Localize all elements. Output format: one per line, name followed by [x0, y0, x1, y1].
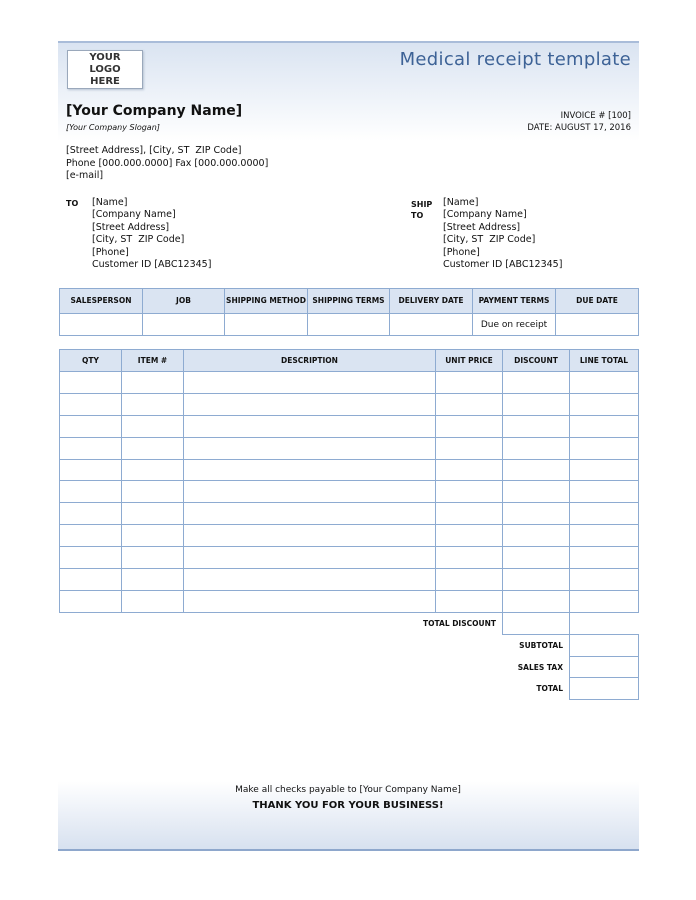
col-shipping-terms: SHIPPING TERMS	[308, 289, 390, 314]
item-number-cell[interactable]	[122, 481, 184, 503]
sales-tax-cell[interactable]	[570, 656, 639, 678]
line-total-cell[interactable]	[570, 372, 639, 394]
qty-cell[interactable]	[60, 525, 122, 547]
bottom-border	[58, 849, 639, 851]
unit-price-cell[interactable]	[436, 372, 503, 394]
unit-price-cell[interactable]	[436, 525, 503, 547]
invoice-number: INVOICE # [100]	[560, 111, 631, 121]
discount-cell[interactable]	[503, 503, 570, 525]
phone-fax-line: Phone [000.000.0000] Fax [000.000.0000]	[66, 157, 269, 169]
item-number-cell[interactable]	[122, 569, 184, 591]
email-line: [e-mail]	[66, 170, 104, 181]
to-line: [Street Address]	[92, 221, 170, 233]
qty-cell[interactable]	[60, 393, 122, 415]
shipping-method-cell[interactable]	[225, 314, 308, 336]
col-description: DESCRIPTION	[184, 350, 436, 372]
to-label: TO	[66, 199, 79, 208]
item-number-cell[interactable]	[122, 437, 184, 459]
to-line: [City, ST ZIP Code]	[92, 234, 185, 246]
line-total-cell[interactable]	[570, 437, 639, 459]
discount-cell[interactable]	[503, 437, 570, 459]
col-qty: QTY	[60, 350, 122, 372]
table-row	[60, 590, 639, 612]
line-total-cell[interactable]	[570, 503, 639, 525]
col-due-date: DUE DATE	[556, 289, 639, 314]
total-row	[60, 678, 639, 700]
table-row	[60, 547, 639, 569]
ship-line: [Street Address]	[443, 221, 521, 233]
qty-cell[interactable]	[60, 547, 122, 569]
total-discount-label: TOTAL DISCOUNT	[422, 618, 496, 628]
to-address-block	[92, 197, 211, 271]
logo-text: YOUR LOGO HERE	[89, 51, 121, 87]
discount-cell[interactable]	[503, 459, 570, 481]
description-cell[interactable]	[184, 569, 436, 591]
address-line: [Street Address], [City, ST ZIP Code]	[66, 145, 242, 156]
unit-price-cell[interactable]	[436, 590, 503, 612]
description-cell[interactable]	[184, 481, 436, 503]
line-total-cell[interactable]	[570, 569, 639, 591]
order-data-row	[60, 314, 639, 336]
qty-cell[interactable]	[60, 590, 122, 612]
description-cell[interactable]	[184, 459, 436, 481]
table-row	[60, 459, 639, 481]
line-total-cell[interactable]	[570, 415, 639, 437]
unit-price-cell[interactable]	[436, 459, 503, 481]
to-line: Customer ID [ABC12345]	[92, 259, 212, 271]
to-line: [Name]	[92, 197, 128, 208]
line-total-cell[interactable]	[570, 525, 639, 547]
qty-cell[interactable]	[60, 437, 122, 459]
order-info-table	[59, 288, 639, 336]
company-name: [Your Company Name]	[66, 103, 243, 119]
order-header-row	[60, 289, 639, 314]
col-salesperson: SALESPERSON	[60, 289, 143, 314]
description-cell[interactable]	[184, 437, 436, 459]
due-date-cell[interactable]	[556, 314, 639, 336]
company-slogan: [Your Company Slogan]	[66, 123, 160, 132]
ship-line: [Name]	[443, 197, 479, 208]
discount-cell[interactable]	[503, 372, 570, 394]
col-line-total: LINE TOTAL	[570, 350, 639, 372]
qty-cell[interactable]	[60, 503, 122, 525]
unit-price-cell[interactable]	[436, 481, 503, 503]
table-row	[60, 503, 639, 525]
description-cell[interactable]	[184, 415, 436, 437]
items-header-row	[60, 350, 639, 372]
sales-tax-label: SALES TAX	[517, 662, 563, 672]
ship-to-address-block	[443, 197, 562, 271]
discount-cell[interactable]	[503, 481, 570, 503]
checks-payable-note: Make all checks payable to [Your Company Name]	[235, 785, 461, 795]
unit-price-cell[interactable]	[436, 569, 503, 591]
to-line: [Company Name]	[92, 209, 176, 221]
salesperson-cell[interactable]	[60, 314, 143, 336]
description-cell[interactable]	[184, 525, 436, 547]
qty-cell[interactable]	[60, 569, 122, 591]
col-shipping-method: SHIPPING METHOD	[225, 289, 308, 314]
qty-cell[interactable]	[60, 481, 122, 503]
description-cell[interactable]	[184, 393, 436, 415]
table-row	[60, 569, 639, 591]
company-address	[66, 145, 268, 183]
item-number-cell[interactable]	[122, 590, 184, 612]
discount-cell[interactable]	[503, 547, 570, 569]
job-cell[interactable]	[143, 314, 225, 336]
qty-cell[interactable]	[60, 459, 122, 481]
document-title: Medical receipt template	[399, 49, 631, 70]
col-item-number: ITEM #	[122, 350, 184, 372]
unit-price-cell[interactable]	[436, 415, 503, 437]
col-unit-price: UNIT PRICE	[436, 350, 503, 372]
payment-terms-cell[interactable]: Due on receipt	[473, 314, 556, 336]
table-row	[60, 437, 639, 459]
top-border	[58, 41, 639, 43]
qty-cell[interactable]	[60, 415, 122, 437]
ship-to-label	[411, 199, 432, 221]
ship-label-line: SHIP	[411, 200, 433, 209]
table-row	[60, 372, 639, 394]
discount-cell[interactable]	[503, 393, 570, 415]
table-row	[60, 393, 639, 415]
line-total-cell[interactable]	[570, 459, 639, 481]
description-cell[interactable]	[184, 590, 436, 612]
ship-label-line: TO	[411, 211, 424, 220]
subtotal-cell[interactable]	[570, 634, 639, 656]
thank-you-message: THANK YOU FOR YOUR BUSINESS!	[252, 800, 444, 811]
line-total-cell[interactable]	[570, 547, 639, 569]
qty-cell[interactable]	[60, 372, 122, 394]
invoice-date: DATE: AUGUST 17, 2016	[527, 123, 631, 133]
table-row	[60, 481, 639, 503]
item-number-cell[interactable]	[122, 393, 184, 415]
discount-cell[interactable]	[503, 590, 570, 612]
col-payment-terms: PAYMENT TERMS	[473, 289, 556, 314]
item-number-cell[interactable]	[122, 459, 184, 481]
discount-cell[interactable]	[503, 569, 570, 591]
table-row	[60, 415, 639, 437]
ship-line: [City, ST ZIP Code]	[443, 234, 536, 246]
unit-price-cell[interactable]	[436, 393, 503, 415]
item-number-cell[interactable]	[122, 372, 184, 394]
unit-price-cell[interactable]	[436, 547, 503, 569]
discount-cell[interactable]	[503, 415, 570, 437]
item-number-cell[interactable]	[122, 415, 184, 437]
delivery-date-cell[interactable]	[390, 314, 473, 336]
line-items-table	[59, 349, 639, 700]
shipping-terms-cell[interactable]	[308, 314, 390, 336]
description-cell[interactable]	[184, 372, 436, 394]
discount-cell[interactable]	[503, 525, 570, 547]
to-line: [Phone]	[92, 246, 129, 258]
col-job: JOB	[143, 289, 225, 314]
invoice-info	[527, 110, 631, 134]
table-row	[60, 525, 639, 547]
subtotal-label: SUBTOTAL	[519, 640, 563, 650]
logo-placeholder	[67, 50, 143, 89]
sales-tax-row	[60, 656, 639, 678]
item-number-cell[interactable]	[122, 525, 184, 547]
unit-price-cell[interactable]	[436, 437, 503, 459]
item-number-cell[interactable]	[122, 547, 184, 569]
ship-line: [Phone]	[443, 246, 480, 258]
line-total-cell[interactable]	[570, 590, 639, 612]
item-number-cell[interactable]	[122, 503, 184, 525]
subtotal-row	[60, 634, 639, 656]
col-discount: DISCOUNT	[503, 350, 570, 372]
col-delivery-date: DELIVERY DATE	[390, 289, 473, 314]
total-cell[interactable]	[570, 678, 639, 700]
ship-line: [Company Name]	[443, 209, 527, 221]
total-discount-cell[interactable]	[503, 612, 570, 634]
line-total-cell[interactable]	[570, 481, 639, 503]
ship-line: Customer ID [ABC12345]	[443, 259, 563, 271]
unit-price-cell[interactable]	[436, 503, 503, 525]
description-cell[interactable]	[184, 503, 436, 525]
line-total-cell[interactable]	[570, 393, 639, 415]
total-label: TOTAL	[536, 684, 563, 694]
description-cell[interactable]	[184, 547, 436, 569]
total-discount-row	[60, 612, 639, 634]
